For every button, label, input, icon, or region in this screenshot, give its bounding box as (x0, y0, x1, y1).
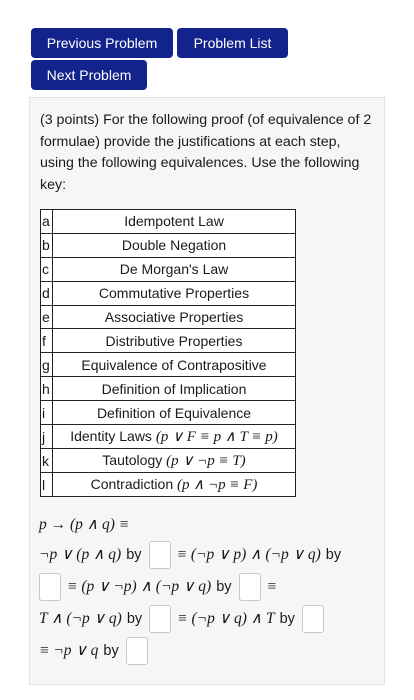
key-row (41, 329, 296, 353)
key-letter: e (41, 305, 53, 329)
key-equivalence (53, 377, 296, 401)
key-equivalence-label: Distributive Properties (105, 332, 243, 349)
key-letter: d (41, 281, 53, 305)
key-equivalence (53, 210, 296, 234)
key-equivalence-formula: (p ∧ ¬p ≡ F) (177, 477, 258, 494)
key-equivalence (53, 401, 296, 425)
key-row (41, 401, 296, 425)
proof-line-5 (39, 636, 154, 666)
key-letter: i (41, 401, 53, 425)
key-equivalence (53, 305, 296, 329)
key-equivalence-label: De Morgan's Law (119, 261, 229, 278)
proof-line-1 (39, 510, 129, 540)
previous-problem-button[interactable]: Previous Problem (31, 28, 173, 58)
key-row (41, 449, 296, 473)
by-label: by (279, 611, 295, 627)
key-equivalence-label: Contradiction (90, 476, 177, 493)
proof-expr: ≡ ¬p ∨ q (39, 642, 99, 659)
key-row (41, 281, 296, 305)
key-row (41, 233, 296, 257)
problem-panel (29, 97, 385, 685)
key-letter: g (41, 353, 53, 377)
key-row (41, 377, 296, 401)
key-equivalence (53, 425, 296, 449)
key-equivalence-formula: (p ∨ F ≡ p ∧ T ≡ p) (155, 429, 278, 446)
equivalence-key-table (40, 209, 296, 497)
by-label: by (126, 611, 143, 627)
key-equivalence-formula: (p ∨ ¬p ≡ T) (166, 453, 246, 470)
answer-input-1[interactable] (149, 541, 171, 569)
key-letter: f (41, 329, 53, 353)
proof-expr: ≡ (¬p ∨ p) ∧ (¬p ∨ q) (176, 546, 321, 563)
key-equivalence (53, 473, 296, 497)
key-row (41, 305, 296, 329)
key-letter: j (41, 425, 53, 449)
proof-expr: ¬p ∨ (p ∧ q) (39, 546, 122, 563)
key-equivalence-label: Tautology (102, 452, 167, 469)
problem-list-button[interactable]: Problem List (177, 28, 288, 58)
key-letter: c (41, 257, 53, 281)
key-letter: b (41, 233, 53, 257)
key-row (41, 425, 296, 449)
key-letter: a (41, 210, 53, 234)
key-equivalence (53, 353, 296, 377)
key-equivalence-label: Identity Laws (70, 428, 156, 445)
key-equivalence (53, 329, 296, 353)
key-letter: l (41, 473, 53, 497)
key-equivalence-label: Equivalence of Contrapositive (81, 356, 267, 373)
proof-expr: T ∧ (¬p ∨ q) (39, 610, 122, 627)
by-label: by (216, 579, 232, 595)
key-equivalence-label: Definition of Equivalence (96, 404, 252, 421)
by-label: by (325, 547, 342, 563)
answer-input-3[interactable] (239, 573, 261, 601)
key-letter: k (41, 449, 53, 473)
proof-line-2 (39, 540, 346, 570)
key-equivalence (53, 233, 296, 257)
key-letter: h (41, 377, 53, 401)
key-equivalence-label: Definition of Implication (101, 380, 247, 397)
answer-input-2[interactable] (39, 573, 61, 601)
next-problem-button[interactable]: Next Problem (31, 60, 147, 90)
proof-expr: ≡ (266, 578, 277, 595)
answer-input-6[interactable] (126, 637, 148, 665)
key-row (41, 473, 296, 497)
by-label: by (126, 547, 142, 563)
key-equivalence (53, 449, 296, 473)
proof-expr: ≡ (p ∨ ¬p) ∧ (¬p ∨ q) (67, 578, 212, 595)
key-row (41, 210, 296, 234)
proof-expr: ≡ (¬p ∨ q) ∧ T (177, 610, 275, 627)
key-equivalence (53, 257, 296, 281)
problem-intro: (3 points) For the following proof (of equivalence of 2 formulae) provide the justifications at each step, using the following equivalences. Use the following key: (40, 112, 372, 193)
key-equivalence-label: Idempotent Law (124, 213, 224, 230)
answer-input-5[interactable] (302, 605, 324, 633)
proof-line-4 (39, 604, 330, 634)
key-row (41, 257, 296, 281)
key-equivalence-label: Double Negation (121, 237, 227, 254)
key-equivalence-label: Commutative Properties (98, 285, 250, 302)
answer-input-4[interactable] (149, 605, 171, 633)
key-equivalence-label: Associative Properties (104, 309, 244, 325)
by-label: by (103, 643, 119, 659)
key-row (41, 353, 296, 377)
proof-expr: p → (p ∧ q) ≡ (39, 516, 130, 533)
proof-line-3 (39, 572, 277, 602)
key-equivalence (53, 281, 296, 305)
